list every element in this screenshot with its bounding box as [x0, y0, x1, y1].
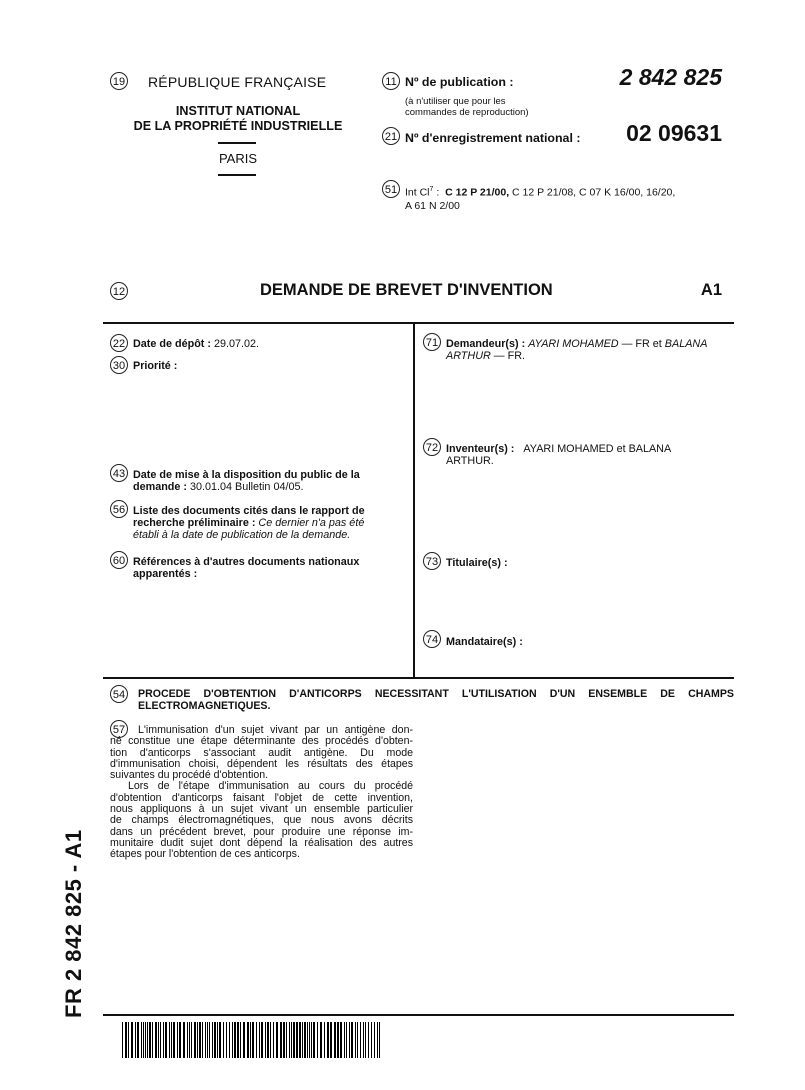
barcode-bar	[160, 1022, 161, 1058]
cited-documents-line-2	[133, 517, 405, 529]
int-cl-main: C 12 P 21/00,	[445, 186, 510, 199]
inventor-value-2: ARTHUR.	[446, 455, 494, 467]
abstract-line: de champs électromagnétiques, que nous avons décrits	[110, 814, 413, 827]
divider-short	[218, 142, 256, 144]
document-title: DEMANDE DE BREVET D'INVENTION	[260, 281, 553, 299]
barcode-bar	[187, 1022, 188, 1058]
barcode-bar	[330, 1022, 332, 1058]
filing-date	[133, 338, 259, 350]
code-54-circle: 54	[110, 685, 128, 703]
barcode-bar	[309, 1022, 310, 1058]
abstract-line: Lors de l'étape d'immunisation au cours du procédé	[128, 780, 413, 793]
footer-rule	[103, 1014, 734, 1016]
barcode-bar	[226, 1022, 227, 1058]
code-22-circle: 22	[110, 334, 128, 352]
barcode-bar	[173, 1022, 175, 1058]
inventor-block	[446, 443, 736, 467]
institut-line-2: DE LA PROPRIÉTÉ INDUSTRIELLE	[133, 119, 343, 133]
barcode-bar	[317, 1022, 318, 1058]
publication-date-value: 30.01.04 Bulletin 04/05.	[187, 481, 304, 493]
agent-label: Mandataire(s) :	[446, 636, 523, 648]
barcode-bar	[250, 1022, 251, 1058]
barcode-bar	[267, 1022, 269, 1058]
applicant-label: Demandeur(s) :	[446, 338, 526, 350]
registration-number: 02 09631	[626, 120, 722, 146]
abstract-line: étapes pour l'obtention de ces anticorps.	[110, 848, 300, 861]
barcode-bar	[207, 1022, 208, 1058]
barcode-bar	[219, 1022, 221, 1058]
applicant-mid: — FR et	[618, 338, 665, 350]
barcode-bar	[340, 1022, 342, 1058]
barcode-bar	[357, 1022, 358, 1058]
code-73-circle: 73	[423, 552, 441, 570]
code-43-circle: 43	[110, 464, 128, 482]
filing-date-value: 29.07.02.	[210, 338, 260, 350]
cited-documents-block	[133, 505, 405, 541]
holder-label: Titulaire(s) :	[446, 557, 508, 569]
barcode-bar	[337, 1022, 339, 1058]
barcode-bar	[177, 1022, 178, 1058]
barcode-bar	[259, 1022, 260, 1058]
barcode-bar	[158, 1022, 159, 1058]
abstract-line: munitaire dudit sujet dont dépend la réalisation des autres	[110, 836, 413, 849]
barcode-bar	[273, 1022, 274, 1058]
publication-note	[405, 96, 529, 118]
publication-note-line-1: (à n'utiliser que pour les	[405, 96, 506, 107]
barcode-bar	[197, 1022, 198, 1058]
barcode-bar	[293, 1022, 295, 1058]
barcode-bar	[265, 1022, 266, 1058]
abstract-line: d'immunisation choisi, dépendent les résultats des étapes	[110, 757, 413, 770]
institut-line-1: INSTITUT NATIONAL	[175, 104, 301, 118]
barcode-bar	[199, 1022, 201, 1058]
publication-note-line-2: commandes de reproduction)	[405, 107, 529, 118]
barcode-bar	[311, 1022, 312, 1058]
int-cl-label: Int Cl	[405, 186, 430, 199]
code-60-circle: 60	[110, 551, 128, 569]
table-bottom-rule	[103, 677, 734, 679]
priority-label: Priorité :	[133, 360, 178, 372]
applicant-name-2a: BALANA	[664, 338, 708, 350]
code-19-circle: 19	[110, 72, 128, 90]
barcode-bar	[189, 1022, 190, 1058]
barcode-bar	[360, 1022, 361, 1058]
barcode-bar	[379, 1022, 380, 1058]
barcode-bar	[183, 1022, 185, 1058]
barcode-bar	[368, 1022, 369, 1058]
barcode-bar	[191, 1022, 192, 1058]
barcode-bar	[143, 1022, 144, 1058]
institut-name	[120, 104, 356, 134]
barcode-bar	[205, 1022, 206, 1058]
code-72-circle: 72	[423, 438, 441, 456]
barcode-bar	[351, 1022, 353, 1058]
barcode-bar	[237, 1022, 239, 1058]
code-12-circle: 12	[110, 282, 128, 300]
code-51-circle: 51	[382, 180, 400, 198]
barcode-bar	[256, 1022, 257, 1058]
registration-label: Nº d'enregistrement national :	[405, 131, 581, 145]
publication-date-line-2	[133, 481, 405, 493]
invention-title-line-1: PROCEDE D'OBTENTION D'ANTICORPS NECESSITANT L'UTILISATION D'UN ENSEMBLE DE CHAMPS	[138, 688, 734, 700]
barcode-bar	[149, 1022, 151, 1058]
barcode-bar	[327, 1022, 329, 1058]
barcode-bar	[304, 1022, 306, 1058]
barcode-bar	[147, 1022, 148, 1058]
barcode-bar	[229, 1022, 230, 1058]
barcode-bar	[247, 1022, 249, 1058]
table-top-rule	[103, 322, 734, 324]
barcode-bar	[280, 1022, 282, 1058]
barcode-bar	[179, 1022, 181, 1058]
publication-date-block	[133, 469, 405, 493]
code-30-circle: 30	[110, 356, 128, 374]
barcode-bar	[212, 1022, 213, 1058]
applicant-name-1: AYARI MOHAMED	[528, 338, 619, 350]
barcode-bar	[135, 1022, 136, 1058]
barcode-bar	[344, 1022, 345, 1058]
barcode-bar	[365, 1022, 366, 1058]
barcode-bar	[371, 1022, 372, 1058]
int-cl-colon: :	[433, 186, 440, 199]
barcode-bar	[232, 1022, 233, 1058]
abstract-line: L'immunisation d'un sujet vivant par un antigène don-	[138, 724, 413, 736]
abstract-line: tion d'anticorps s'associant audit antigène. Du mode	[110, 746, 413, 759]
barcode-bar	[313, 1022, 315, 1058]
barcode-bar	[286, 1022, 287, 1058]
abstract-line: né constitue une étape déterminante des procédés d'obten-	[110, 735, 413, 748]
barcode-bar	[377, 1022, 378, 1058]
barcode-bar	[291, 1022, 292, 1058]
city: PARIS	[218, 151, 258, 166]
barcode-bar	[223, 1022, 224, 1058]
abstract-text	[110, 725, 413, 861]
inventor-value-1: AYARI MOHAMED et BALANA	[523, 443, 672, 455]
barcode-bar	[307, 1022, 308, 1058]
int-cl-line-1	[405, 183, 725, 200]
applicant-name-2b: ARTHUR	[446, 350, 491, 362]
publication-label: Nº de publication :	[405, 75, 514, 89]
barcode-bar	[145, 1022, 146, 1058]
barcode-bar	[217, 1022, 218, 1058]
invention-title-line-2: ELECTROMAGNETIQUES.	[138, 699, 271, 712]
related-documents-label-2: apparentés :	[133, 568, 198, 580]
barcode-bar	[131, 1022, 133, 1058]
abstract-line: dans un précédent brevet, pour produire une réponse im-	[110, 825, 413, 838]
code-57-circle: 57	[110, 720, 128, 738]
barcode-bar	[169, 1022, 170, 1058]
invention-title	[138, 689, 734, 712]
applicant-line-1	[446, 338, 736, 350]
inventor-line-1	[446, 443, 736, 455]
code-21-circle: 21	[382, 127, 400, 145]
republic-name: RÉPUBLIQUE FRANÇAISE	[148, 74, 327, 90]
barcode-bar	[171, 1022, 172, 1058]
vertical-publication-number: FR 2 842 825 - A1	[61, 829, 86, 1018]
filing-date-label: Date de dépôt :	[133, 338, 211, 350]
barcode-bar	[243, 1022, 245, 1058]
barcode-bar	[283, 1022, 285, 1058]
document-kind: A1	[700, 281, 722, 299]
barcode-bar	[122, 1022, 123, 1058]
publication-number: 2 842 825	[619, 64, 722, 90]
code-11-circle: 11	[382, 72, 400, 90]
barcode-bar	[155, 1022, 157, 1058]
abstract-line: d'obtention d'anticorps faisant l'objet de cette invention,	[110, 791, 413, 804]
barcode-bar	[289, 1022, 290, 1058]
barcode-bar	[152, 1022, 153, 1058]
barcode-bar	[261, 1022, 263, 1058]
barcode-bar	[234, 1022, 236, 1058]
barcode-bar	[324, 1022, 325, 1058]
barcode	[122, 1022, 382, 1058]
barcode-bar	[320, 1022, 322, 1058]
barcode-bar	[346, 1022, 347, 1058]
code-56-circle: 56	[110, 500, 128, 518]
cited-documents-value-2: établi à la date de publication de la demande.	[133, 529, 351, 541]
barcode-bar	[355, 1022, 356, 1058]
int-cl-block	[405, 183, 725, 213]
related-documents-block	[133, 556, 405, 580]
inventor-label: Inventeur(s) :	[446, 443, 515, 455]
barcode-bar	[137, 1022, 139, 1058]
barcode-bar	[349, 1022, 350, 1058]
cited-documents-label-1: Liste des documents cités dans le rapport de	[133, 505, 365, 517]
code-71-circle: 71	[423, 333, 441, 351]
barcode-bar	[302, 1022, 303, 1058]
abstract-line: nous appliquons à un sujet vivant un ensemble particulier	[110, 803, 413, 816]
abstract-line: suivantes du procédé d'obtention.	[110, 769, 269, 782]
barcode-bar	[363, 1022, 364, 1058]
barcode-bar	[165, 1022, 167, 1058]
related-documents-label-1: Références à d'autres documents nationaux	[133, 556, 360, 568]
barcode-bar	[334, 1022, 336, 1058]
barcode-bar	[209, 1022, 210, 1058]
int-cl-sup: 7	[429, 186, 434, 193]
barcode-bar	[202, 1022, 203, 1058]
barcode-bar	[252, 1022, 254, 1058]
applicant-line-2	[446, 350, 736, 362]
barcode-bar	[276, 1022, 278, 1058]
publication-date-label-1: Date de mise à la disposition du public de la	[133, 469, 360, 481]
barcode-bar	[141, 1022, 142, 1058]
barcode-bar	[374, 1022, 375, 1058]
int-cl-rest: C 12 P 21/08, C 07 K 16/00, 16/20,	[509, 186, 676, 199]
barcode-bar	[163, 1022, 164, 1058]
cited-documents-label-2: recherche préliminaire :	[133, 517, 256, 529]
barcode-bar	[214, 1022, 216, 1058]
barcode-bar	[296, 1022, 298, 1058]
barcode-bar	[299, 1022, 301, 1058]
column-divider	[413, 323, 415, 677]
publication-date-label-2: demande :	[133, 481, 187, 493]
applicant-block	[446, 338, 736, 362]
cited-documents-value-1: Ce dernier n'a pas été	[255, 517, 365, 529]
barcode-bar	[194, 1022, 196, 1058]
barcode-bar	[240, 1022, 241, 1058]
int-cl-line-2: A 61 N 2/00	[405, 199, 460, 212]
divider-short	[218, 174, 256, 176]
barcode-bar	[128, 1022, 129, 1058]
applicant-end: — FR.	[490, 350, 525, 362]
barcode-bar	[125, 1022, 127, 1058]
barcode-bar	[270, 1022, 271, 1058]
code-74-circle: 74	[423, 630, 441, 648]
